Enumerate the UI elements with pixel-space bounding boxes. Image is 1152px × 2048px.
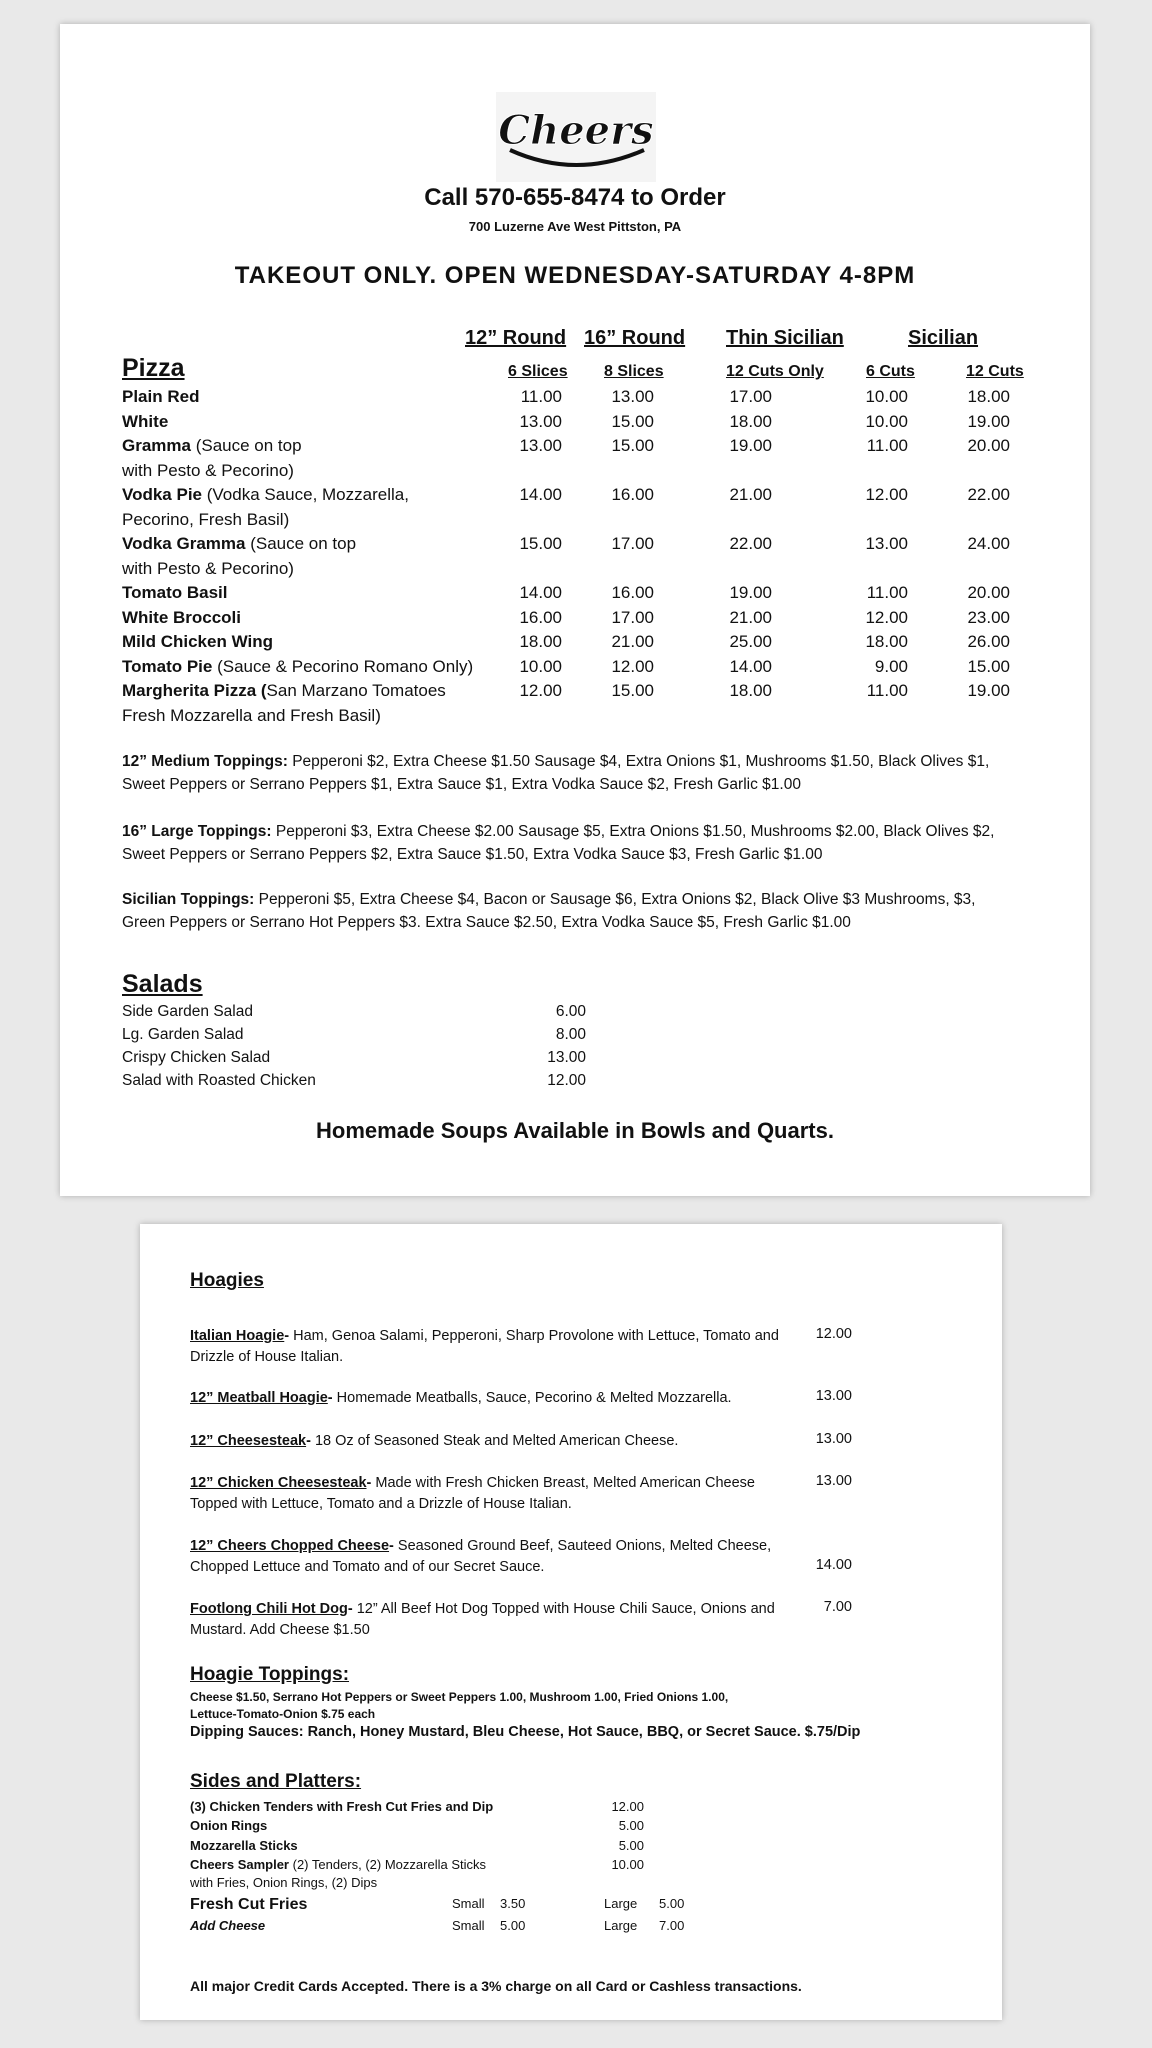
pizza-price: 18.00 bbox=[967, 387, 1010, 406]
subcol-12-cuts: 12 Cuts bbox=[966, 363, 1024, 380]
pizza-name: White bbox=[122, 411, 169, 431]
soups-note: Homemade Soups Available in Bowls and Quarts. bbox=[316, 1118, 834, 1143]
pizza-price: 14.00 bbox=[519, 583, 562, 602]
col-16-round: 16” Round bbox=[584, 327, 686, 349]
side-fries-name: Fresh Cut Fries bbox=[190, 1896, 308, 1913]
pizza-name: Tomato Pie bbox=[122, 656, 213, 676]
hoagie-name: Italian Hoagie bbox=[190, 1328, 285, 1344]
hoagie-toppings-title: Hoagie Toppings: bbox=[190, 1664, 350, 1685]
pizza-price: 11.00 bbox=[866, 436, 908, 455]
hoagie-item bbox=[190, 1599, 790, 1641]
hoagie-sep: - bbox=[306, 1433, 315, 1449]
hoagie-desc: 12” All Beef Hot Dog Topped with House Chili Sauce, Onions and Mustard. Add Cheese $1.50 bbox=[190, 1601, 775, 1638]
pizza-price: 15.00 bbox=[611, 411, 654, 431]
subcol-6-slices: 6 Slices bbox=[508, 363, 568, 380]
side-price: 10.00 bbox=[611, 1857, 644, 1872]
pizza-price: 19.00 bbox=[729, 436, 772, 455]
salad-price: 6.00 bbox=[555, 1003, 586, 1020]
topping-paragraph bbox=[122, 820, 1022, 866]
pizza-price: 22.00 bbox=[729, 534, 772, 553]
pizza-name: Margherita Pizza ( bbox=[122, 681, 267, 700]
pizza-price: 18.00 bbox=[865, 632, 908, 651]
pizza-name: Mild Chicken Wing bbox=[122, 632, 273, 651]
pizza-price: 21.00 bbox=[729, 607, 772, 627]
hoagie-name: 12” Cheers Chopped Cheese bbox=[190, 1538, 390, 1554]
side-item bbox=[190, 1857, 486, 1872]
pizza-price: 13.00 bbox=[519, 436, 562, 455]
hoagie-price: 7.00 bbox=[823, 1599, 852, 1615]
col-sicilian: Sicilian bbox=[908, 327, 979, 349]
pizza-desc-line-2: with Pesto & Pecorino) bbox=[122, 558, 294, 578]
pizza-price: 16.00 bbox=[519, 607, 562, 627]
pizza-price: 13.00 bbox=[519, 411, 562, 431]
hoagie-item bbox=[190, 1326, 790, 1368]
hoagies-section-title: Hoagies bbox=[190, 1270, 264, 1291]
pizza-price: 20.00 bbox=[967, 583, 1010, 602]
pizza-price: 23.00 bbox=[967, 607, 1010, 627]
pizza-price: 14.00 bbox=[729, 656, 772, 676]
address: 700 Luzerne Ave West Pittston, PA bbox=[468, 219, 682, 234]
side-name: Onion Rings bbox=[190, 1818, 268, 1833]
side-cheese-small-price: 5.00 bbox=[500, 1918, 526, 1933]
topping-text: Pepperoni $2, Extra Cheese $1.50 Sausage $4, Extra Onions $1, Mushrooms $1.50, Black Olives $1, Sweet Peppers or Serrano Peppers $1, Extra Sauce $1, Extra Vodka Sauce $2, Fresh Garlic $1.00 bbox=[122, 753, 990, 793]
pizza-price: 18.00 bbox=[519, 632, 562, 651]
pizza-row-name bbox=[122, 655, 473, 679]
topping-paragraph bbox=[122, 888, 1022, 934]
topping-text: Pepperoni $3, Extra Cheese $2.00 Sausage $5, Extra Onions $1.50, Mushrooms $2.00, Black Olives $2, Sweet Peppers or Serrano Peppers $2, Extra Sauce $1.50, Extra Vodka Sauce $3, Fresh Garlic $1.00 bbox=[122, 823, 995, 863]
pizza-price: 12.00 bbox=[611, 656, 654, 676]
pizza-row-name bbox=[122, 679, 446, 703]
pizza-price: 11.00 bbox=[866, 681, 908, 700]
pizza-price: 14.00 bbox=[519, 485, 562, 504]
pizza-price: 9.00 bbox=[874, 656, 908, 676]
pizza-name: Gramma bbox=[122, 436, 191, 455]
pizza-name: Tomato Basil bbox=[122, 583, 228, 602]
side-cheese-large-price: 7.00 bbox=[659, 1918, 685, 1933]
hoagie-sep: - bbox=[389, 1538, 398, 1554]
hoagie-name: Footlong Chili Hot Dog bbox=[190, 1601, 348, 1617]
hoagie-desc: Seasoned Ground Beef, Sauteed Onions, Melted Cheese, Chopped Lettuce and Tomato and of our Secret Sauce. bbox=[190, 1538, 772, 1575]
pizza-price: 15.00 bbox=[519, 534, 562, 553]
hoagie-desc: Homemade Meatballs, Sauce, Pecorino & Melted Mozzarella. bbox=[336, 1390, 732, 1406]
hoagie-price: 14.00 bbox=[815, 1557, 852, 1573]
pizza-price: 26.00 bbox=[967, 632, 1010, 651]
side-name: Mozzarella Sticks bbox=[190, 1838, 298, 1853]
topping-label: 12” Medium Toppings: bbox=[122, 753, 288, 770]
pizza-price: 11.00 bbox=[520, 387, 562, 406]
pizza-desc-line-2: Fresh Mozzarella and Fresh Basil) bbox=[122, 705, 381, 725]
salad-price: 12.00 bbox=[547, 1072, 586, 1089]
pizza-row-name bbox=[122, 581, 227, 605]
salad-name: Lg. Garden Salad bbox=[122, 1026, 244, 1043]
hoagie-sep: - bbox=[347, 1601, 357, 1617]
pizza-row-name bbox=[122, 434, 302, 458]
salad-name: Side Garden Salad bbox=[122, 1003, 253, 1020]
dipping-sauces: Dipping Sauces: Ranch, Honey Mustard, Bleu Cheese, Hot Sauce, BBQ, or Secret Sauce. $.75/Dip bbox=[190, 1724, 861, 1740]
pizza-price: 13.00 bbox=[865, 534, 908, 553]
hoagie-name: 12” Cheesesteak bbox=[190, 1433, 307, 1449]
side-cheese-small-label: Small bbox=[452, 1918, 485, 1933]
side-name: (3) Chicken Tenders with Fresh Cut Fries and Dip bbox=[190, 1799, 494, 1814]
credit-card-note: All major Credit Cards Accepted. There is a 3% charge on all Card or Cashless transactions. bbox=[190, 1978, 802, 1994]
side-price: 5.00 bbox=[618, 1818, 644, 1833]
side-item bbox=[190, 1838, 298, 1853]
hoagie-sep: - bbox=[284, 1328, 294, 1344]
side-fries-small-label: Small bbox=[452, 1896, 485, 1911]
pizza-price: 11.00 bbox=[866, 583, 908, 602]
hoagie-desc: 18 Oz of Seasoned Steak and Melted American Cheese. bbox=[314, 1433, 679, 1449]
hoagie-price: 13.00 bbox=[815, 1388, 852, 1404]
pizza-price: 19.00 bbox=[967, 411, 1010, 431]
pizza-price: 22.00 bbox=[967, 485, 1010, 504]
pizza-price: 19.00 bbox=[967, 681, 1010, 700]
pizza-price: 17.00 bbox=[729, 387, 772, 406]
hoagie-item bbox=[190, 1536, 790, 1578]
col-12-round: 12” Round bbox=[465, 327, 567, 349]
pizza-price: 12.00 bbox=[865, 607, 908, 627]
sides-section-title: Sides and Platters: bbox=[190, 1771, 362, 1792]
hoagie-item bbox=[190, 1473, 790, 1515]
pizza-row-name bbox=[122, 606, 241, 630]
pizza-row-name bbox=[122, 532, 356, 556]
pizza-name: Vodka Gramma bbox=[122, 534, 246, 553]
pizza-price: 19.00 bbox=[729, 583, 772, 602]
pizza-price: 16.00 bbox=[611, 583, 654, 602]
pizza-section-title: Pizza bbox=[122, 354, 185, 382]
order-phone-line: Call 570-655-8474 to Order bbox=[424, 184, 726, 211]
pizza-price: 16.00 bbox=[611, 485, 654, 504]
pizza-price: 12.00 bbox=[865, 485, 908, 504]
side-cheese-large-label: Large bbox=[604, 1918, 638, 1933]
salad-price: 8.00 bbox=[555, 1026, 586, 1043]
hoagie-desc: Made with Fresh Chicken Breast, Melted American Cheese Topped with Lettuce, Tomato and a Drizzle of House Italian. bbox=[190, 1475, 755, 1512]
hoagie-name: 12” Chicken Cheesesteak bbox=[190, 1475, 367, 1491]
hoagie-sep: - bbox=[327, 1390, 337, 1406]
subcol-6-cuts: 6 Cuts bbox=[866, 363, 915, 380]
pizza-desc: (Sauce on top bbox=[245, 534, 357, 553]
pizza-price: 12.00 bbox=[519, 681, 562, 700]
salad-name: Crispy Chicken Salad bbox=[122, 1049, 271, 1066]
pizza-price: 18.00 bbox=[729, 411, 772, 431]
pizza-price: 24.00 bbox=[967, 534, 1010, 553]
hoagie-toppings-line-2: Lettuce-Tomato-Onion $.75 each bbox=[190, 1707, 376, 1721]
side-cheese-name: Add Cheese bbox=[190, 1918, 266, 1933]
pizza-price: 21.00 bbox=[729, 485, 772, 504]
pizza-name: Vodka Pie bbox=[122, 485, 202, 504]
hoagie-item bbox=[190, 1431, 790, 1452]
pizza-price: 17.00 bbox=[611, 534, 654, 553]
logo-text: Cheers bbox=[498, 107, 654, 154]
pizza-price: 17.00 bbox=[611, 607, 654, 627]
side-item bbox=[190, 1818, 267, 1833]
pizza-price: 15.00 bbox=[611, 436, 654, 455]
pizza-price: 21.00 bbox=[611, 632, 654, 651]
pizza-row-name bbox=[122, 385, 199, 409]
topping-paragraph bbox=[122, 750, 1022, 796]
pizza-desc-line-2: with Pesto & Pecorino) bbox=[122, 460, 294, 480]
pizza-name: White Broccoli bbox=[122, 607, 242, 627]
pizza-price: 10.00 bbox=[865, 411, 908, 431]
side-fries-large-label: Large bbox=[604, 1896, 638, 1911]
topping-label: 16” Large Toppings: bbox=[122, 823, 272, 840]
pizza-price: 15.00 bbox=[611, 681, 654, 700]
pizza-price: 10.00 bbox=[865, 387, 908, 406]
pizza-price: 25.00 bbox=[729, 632, 772, 651]
salad-name: Salad with Roasted Chicken bbox=[122, 1072, 316, 1089]
pizza-price: 15.00 bbox=[967, 656, 1010, 676]
topping-text: Pepperoni $5, Extra Cheese $4, Bacon or Sausage $6, Extra Onions $2, Black Olive $3 Mushrooms, $3, Green Peppers or Serrano Hot Peppers $3. Extra Sauce $2.50, Extra Vodka Sauce $5, Fresh Garlic $1.00 bbox=[122, 891, 976, 931]
side-name: Cheers Sampler bbox=[190, 1857, 289, 1872]
hoagie-name: 12” Meatball Hoagie bbox=[190, 1390, 328, 1406]
salads-section-title: Salads bbox=[122, 970, 203, 998]
side-price: 12.00 bbox=[611, 1799, 644, 1814]
pizza-desc-line-2: Pecorino, Fresh Basil) bbox=[122, 509, 290, 529]
hoagie-sep: - bbox=[366, 1475, 376, 1491]
takeout-hours: TAKEOUT ONLY. OPEN WEDNESDAY-SATURDAY 4-8PM bbox=[234, 262, 916, 289]
side-price: 5.00 bbox=[618, 1838, 644, 1853]
hoagie-price: 12.00 bbox=[815, 1326, 852, 1342]
pizza-desc: San Marzano Tomatoes bbox=[266, 681, 446, 700]
side-item bbox=[190, 1799, 493, 1814]
menu-page-1 bbox=[60, 24, 1090, 1196]
col-thin-sicilian: Thin Sicilian bbox=[726, 327, 844, 349]
subcol-8-slices: 8 Slices bbox=[604, 363, 664, 380]
pizza-row-name bbox=[122, 630, 273, 654]
side-desc-line-2: with Fries, Onion Rings, (2) Dips bbox=[190, 1875, 378, 1890]
hoagie-desc: Ham, Genoa Salami, Pepperoni, Sharp Provolone with Lettuce, Tomato and Drizzle of House Italian. bbox=[190, 1328, 779, 1365]
pizza-desc: (Sauce on top bbox=[190, 436, 302, 455]
pizza-row-name bbox=[122, 410, 168, 434]
cheers-logo bbox=[496, 92, 656, 182]
topping-label: Sicilian Toppings: bbox=[122, 891, 255, 908]
menu-page-2 bbox=[140, 1224, 1002, 2020]
pizza-price: 20.00 bbox=[967, 436, 1010, 455]
pizza-price: 10.00 bbox=[519, 656, 562, 676]
pizza-desc: (Sauce & Pecorino Romano Only) bbox=[212, 656, 474, 676]
pizza-price: 18.00 bbox=[729, 681, 772, 700]
pizza-row-name bbox=[122, 483, 409, 507]
hoagie-price: 13.00 bbox=[815, 1473, 852, 1489]
salad-price: 13.00 bbox=[547, 1049, 586, 1066]
side-desc: (2) Tenders, (2) Mozzarella Sticks bbox=[289, 1857, 486, 1872]
hoagie-item bbox=[190, 1388, 790, 1409]
hoagie-price: 13.00 bbox=[815, 1431, 852, 1447]
pizza-name: Plain Red bbox=[122, 387, 200, 406]
side-fries-small-price: 3.50 bbox=[500, 1896, 526, 1911]
hoagie-toppings-line-1: Cheese $1.50, Serrano Hot Peppers or Sweet Peppers 1.00, Mushroom 1.00, Fried Onions 1.00, bbox=[190, 1690, 729, 1704]
pizza-desc: (Vodka Sauce, Mozzarella, bbox=[202, 485, 409, 504]
pizza-price: 13.00 bbox=[611, 387, 654, 406]
subcol-12-cuts-only: 12 Cuts Only bbox=[726, 363, 824, 380]
side-fries-large-price: 5.00 bbox=[659, 1896, 685, 1911]
